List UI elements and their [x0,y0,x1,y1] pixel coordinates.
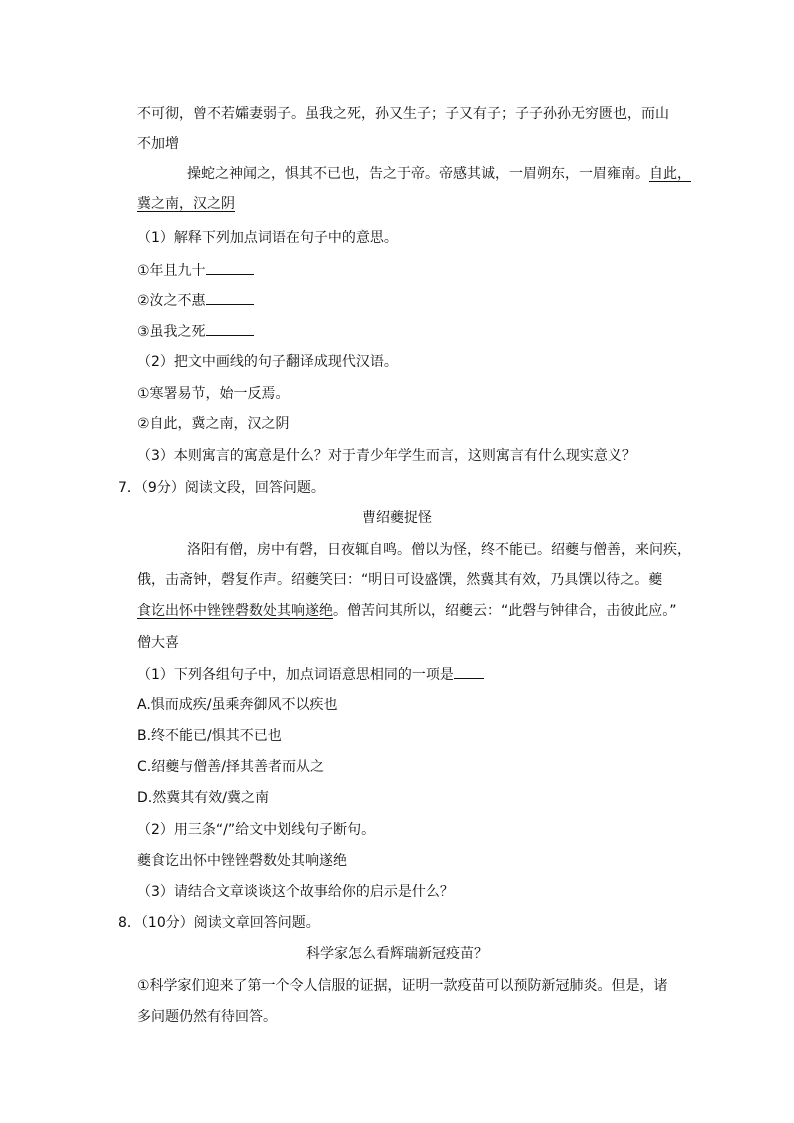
passage-title: 曹绍夔捉怪 [362,510,432,526]
item-text: ①年且九十 [137,263,206,279]
passage-line: 俄，击斋钟，磬复作声。绍夔笑曰：“明日可设盛馔，然冀其有效，乃具馔以待之。夔 [137,572,663,588]
question-item [137,260,254,281]
answer-blank[interactable] [454,664,484,679]
question-item: ②自此，冀之南，汉之阴 [137,416,290,432]
item-text: （1）下列各组句子中，加点词语意思相同的一项是 [137,667,454,683]
question-sub [137,664,484,685]
passage-text: 操蛇之神闻之，惧其不已也，告之于帝。帝感其诚，一眉朔东，一眉雍南。 [187,166,649,182]
question-sub: （3）请结合文章谈谈这个故事给你的启示是什么？ [137,884,454,900]
underlined-sentence: 冀之南，汉之阴 [137,196,235,212]
question-item: ①寒署易节，始一反焉。 [137,386,290,402]
passage-line [137,601,677,621]
question-header: 8．（10分）阅读文章回答问题。 [118,915,320,931]
passage-text: 。僧苦问其所以，绍夔云：“此磬与钟律合，击彼此应。” [333,603,677,619]
answer-blank[interactable] [206,290,254,305]
passage-line: 僧大喜 [137,635,179,651]
passage-line: 洛阳有僧，房中有磬，日夜辄自鸣。僧以为怪，终不能已。绍夔与僧善，来问疾， [187,542,691,558]
option-c: C.绍夔与僧善/择其善者而从之 [137,759,324,775]
passage-line: 多问题仍然有待回答。 [137,1009,277,1025]
option-a: A.惧而成疾/虽乘奔御风不以疾也 [137,697,338,713]
question-sub: （1）解释下列加点词语在句子中的意思。 [137,230,398,246]
answer-blank[interactable] [206,321,254,336]
option-b: B.终不能已/惧其不已也 [137,728,282,744]
question-header: 7．（9分）阅读文段，回答问题。 [118,480,325,496]
answer-blank[interactable] [206,260,254,275]
item-text: ②汝之不惠 [137,293,206,309]
question-sub: （2）把文中画线的句子翻译成现代汉语。 [137,354,398,370]
question-sub: （2）用三条“/”给文中划线句子断句。 [137,822,376,838]
passage-line: ①科学家们迎来了第一个令人信服的证据，证明一款疫苗可以预防新冠肺炎。但是，诸 [137,978,668,994]
question-item [137,290,254,311]
question-item [137,321,254,342]
question-sub: （3）本则寓言的寓意是什么？对于青少年学生而言，这则寓言有什么现实意义？ [137,448,636,464]
underlined-sentence: 自此， [649,166,691,182]
item-text: ③虽我之死 [137,324,206,340]
passage-line: 不可彻，曾不若孀妻弱子。虽我之死，孙又生子；子又有子；子子孙孙无穷匮也，而山 [137,106,669,122]
option-d: D.然冀其有效/冀之南 [137,790,269,806]
passage-line: 不加增 [137,136,179,152]
underlined-sentence: 食讫出怀中锉锉磬数处其响遂绝 [137,603,333,619]
question-item: 夔食讫出怀中锉锉磬数处其响遂绝 [137,853,347,869]
passage-line [187,164,691,184]
passage-title: 科学家怎么看辉瑞新冠疫苗？ [306,946,488,962]
